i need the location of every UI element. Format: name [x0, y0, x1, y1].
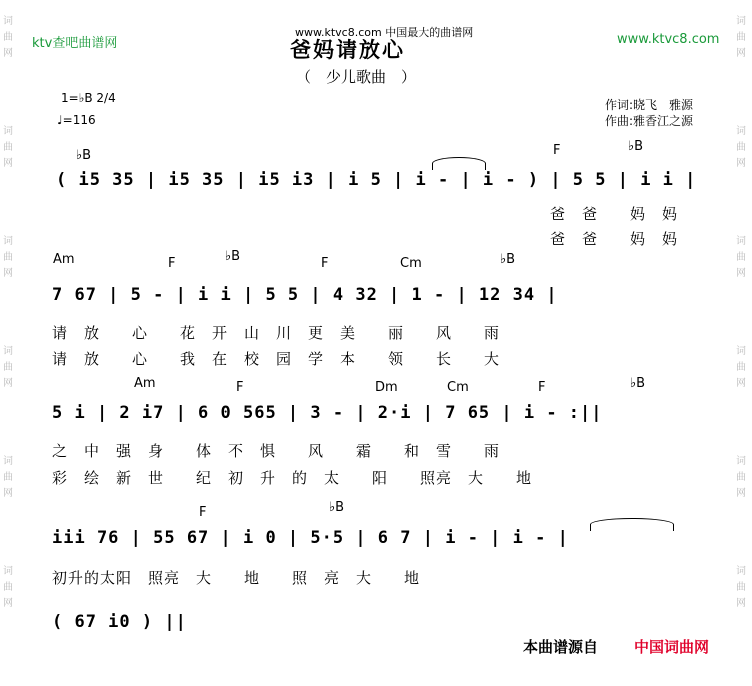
chord-label: ♭B: [628, 139, 644, 154]
slur-mark: [590, 518, 674, 531]
lyricist-credit: 作词:晓飞 雅源: [605, 98, 694, 112]
notation-line: iii 76 | 55 67 | i 0 | 5·5 | 6 7 | i - | i - |: [52, 528, 569, 548]
composer-credit: 作曲:雅香江之源: [605, 114, 694, 128]
slur-mark: [432, 157, 486, 170]
chord-label: F: [553, 143, 561, 158]
chord-label: F: [538, 380, 546, 395]
source-label: 本曲谱源自: [523, 638, 599, 656]
key-signature: 1=♭B 2/4: [61, 91, 116, 105]
notation-line: 7 67 | 5 - | i i | 5 5 | 4 32 | 1 - | 12 34 |: [52, 285, 558, 305]
lyric-verse-1: 初升的太阳 照亮 大 地 照 亮 大 地: [52, 569, 421, 587]
chord-label: F: [199, 505, 207, 520]
chord-label: Cm: [447, 380, 469, 395]
chord-label: Cm: [400, 256, 422, 271]
chord-label: ♭B: [630, 376, 646, 391]
site-link-right[interactable]: www.ktvc8.com: [617, 32, 720, 47]
lyric-verse-2: 请 放 心 我 在 校 园 学 本 领 长 大: [52, 350, 501, 368]
lyric-verse-1: 爸 爸 妈 妈: [550, 205, 679, 223]
chord-label: ♭B: [500, 252, 516, 267]
right-watermark: 词 曲 网 词 曲 网 词 曲 网 词 曲 网 词 曲 网 词 曲 网: [736, 16, 746, 609]
song-subtitle: （ 少儿歌曲 ）: [296, 68, 417, 86]
song-title: 爸妈请放心: [290, 38, 405, 62]
lyric-verse-1: 之 中 强 身 体 不 惧 风 霜 和 雪 雨: [52, 442, 501, 460]
tempo-marking: ♩=116: [57, 113, 96, 127]
site-link-left[interactable]: ktv查吧曲谱网: [32, 36, 118, 51]
lyric-verse-1: 请 放 心 花 开 山 川 更 美 丽 风 雨: [52, 324, 501, 342]
chord-label: Am: [134, 376, 156, 391]
chord-label: ♭B: [76, 148, 92, 163]
source-site-link[interactable]: 中国词曲网: [634, 638, 710, 656]
chord-label: Dm: [375, 380, 398, 395]
notation-line: ( 67 i0 ) ||: [52, 612, 187, 632]
left-watermark: 词 曲 网 词 曲 网 词 曲 网 词 曲 网 词 曲 网 词 曲 网: [3, 16, 13, 609]
lyric-verse-2: 彩 绘 新 世 纪 初 升 的 太 阳 照亮 大 地: [52, 469, 533, 487]
site-link-center[interactable]: www.ktvc8.com 中国最大的曲谱网: [295, 26, 474, 39]
notation-line: ( i5 35 | i5 35 | i5 i3 | i 5 | i - | i - ) | 5 5 | i i |: [56, 170, 697, 190]
chord-label: F: [321, 256, 329, 271]
notation-line: 5 i | 2 i7 | 6 0 565 | 3 - | 2·i | 7 65 | i - :||: [52, 403, 603, 423]
chord-label: Am: [53, 252, 75, 267]
chord-label: F: [236, 380, 244, 395]
chord-label: ♭B: [225, 249, 241, 264]
chord-label: F: [168, 256, 176, 271]
chord-label: ♭B: [329, 500, 345, 515]
lyric-verse-2: 爸 爸 妈 妈: [550, 230, 679, 248]
